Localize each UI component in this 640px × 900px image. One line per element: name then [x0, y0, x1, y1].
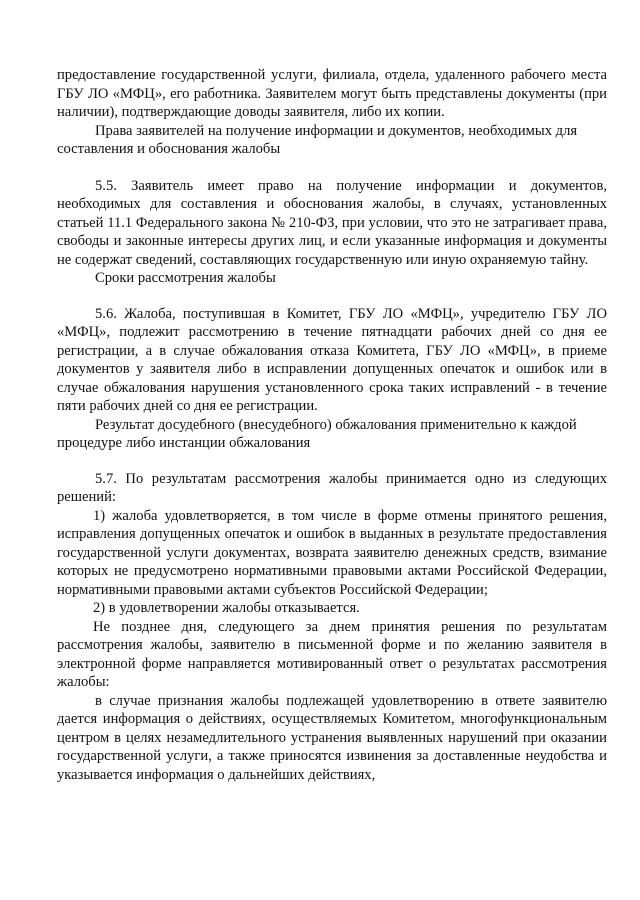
list-item-1: 1) жалоба удовлетворяется, в том числе в форме отмены принятого решения, исправления допущенных опечаток и ошибок в выданных в результате предоставления государственной услуги документах, возврата заявителю денежных средств, взимание которых не предусмотрено нормативными правовыми актами Российской Федерации, нормативными правовыми актами субъектов Российской Федерации;: [57, 507, 607, 598]
document-page: [57, 66, 607, 784]
paragraph-intro: предоставление государственной услуги, филиала, отдела, удаленного рабочего места ГБУ ЛО «МФЦ», его работника. Заявителем могут быть представлены документы (при наличии), подтверждающие доводы заявителя, либо их копии.: [57, 67, 607, 120]
paragraph-deadline: Не позднее дня, следующего за днем принятия решения по результатам рассмотрения жалобы, заявителю в письменной форме и по желанию заявителя в электронной форме направляется мотивированный ответ о результатах рассмотрения жалобы:: [57, 618, 607, 690]
paragraph-5-5: 5.5. Заявитель имеет право на получение информации и документов, необходимых для составления и обоснования жалобы, в случаях, установленных статьей 11.1 Федерального закона № 210-ФЗ, при условии, что это не затрагивает права, свободы и законные интересы других лиц, и если указанные информация и документы не содержат сведений, составляющих государственную или иную охраняемую тайну.: [57, 177, 607, 268]
heading-rights: Права заявителей на получение информации и документов, необходимых для составления и обоснования жалобы: [57, 122, 578, 157]
paragraph-satisfied: в случае признания жалобы подлежащей удовлетворению в ответе заявителю дается информация о действиях, осуществляемых Комитетом, многофункциональным центром в целях незамедлительного устранения выявленных нарушений при оказании государственной услуги, а также приносятся извинения за доставленные неудобства и указывается информация о дальнейших действиях,: [57, 692, 607, 783]
heading-terms: Сроки рассмотрения жалобы: [95, 270, 276, 286]
paragraph-5-6: 5.6. Жалоба, поступившая в Комитет, ГБУ ЛО «МФЦ», учредителю ГБУ ЛО «МФЦ», подлежит рассмотрению в течение пятнадцати рабочих дней со дня ее регистрации, а в случае обжалования отказа Комитета, ГБУ ЛО «МФЦ», в приеме документов у заявителя либо в исправлении допущенных опечаток и ошибок или в случае обжалования нарушения установленного срока таких исправлений - в течение пяти рабочих дней со дня ее регистрации.: [57, 305, 607, 414]
heading-result: Результат досудебного (внесудебного) обжалования применительно к каждой процедуре либо инстанции обжалования: [57, 416, 577, 451]
paragraph-5-7: 5.7. По результатам рассмотрения жалобы принимается одно из следующих решений:: [57, 470, 607, 505]
list-item-2: 2) в удовлетворении жалобы отказывается.: [93, 600, 360, 616]
